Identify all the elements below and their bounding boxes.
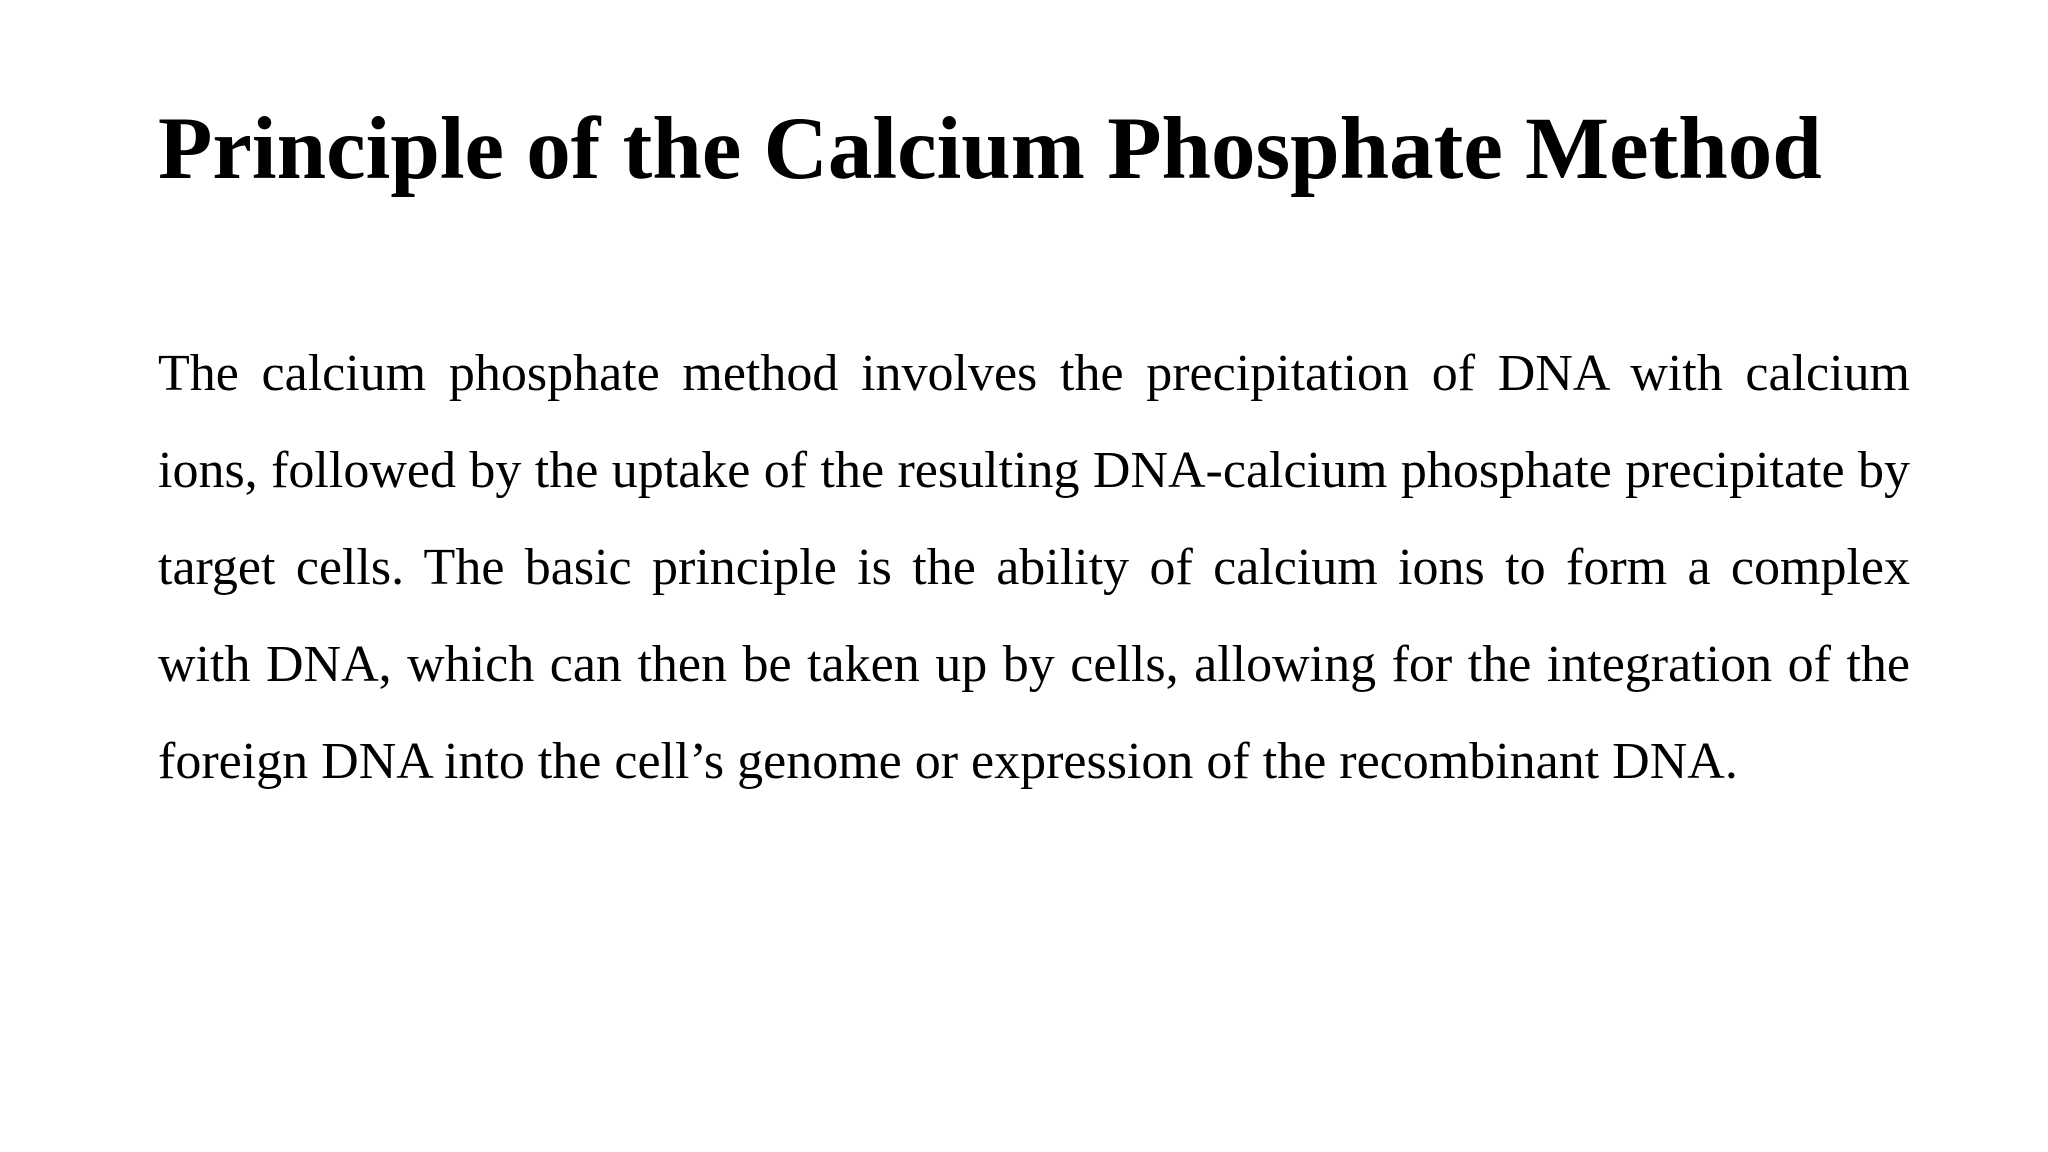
slide-title: Principle of the Calcium Phosphate Method — [158, 100, 1822, 198]
slide-body-paragraph: The calcium phosphate method involves the precipitation of DNA with calcium ions, followed by the uptake of the resulting DNA-calcium phosphate precipitate by target cells. The basic principle is the ability of calcium ions to form a complex with DNA, which can then be taken up by cells, allowing for the integration of the foreign DNA into the cell’s genome or expression of the recombinant DNA. — [158, 345, 1910, 790]
